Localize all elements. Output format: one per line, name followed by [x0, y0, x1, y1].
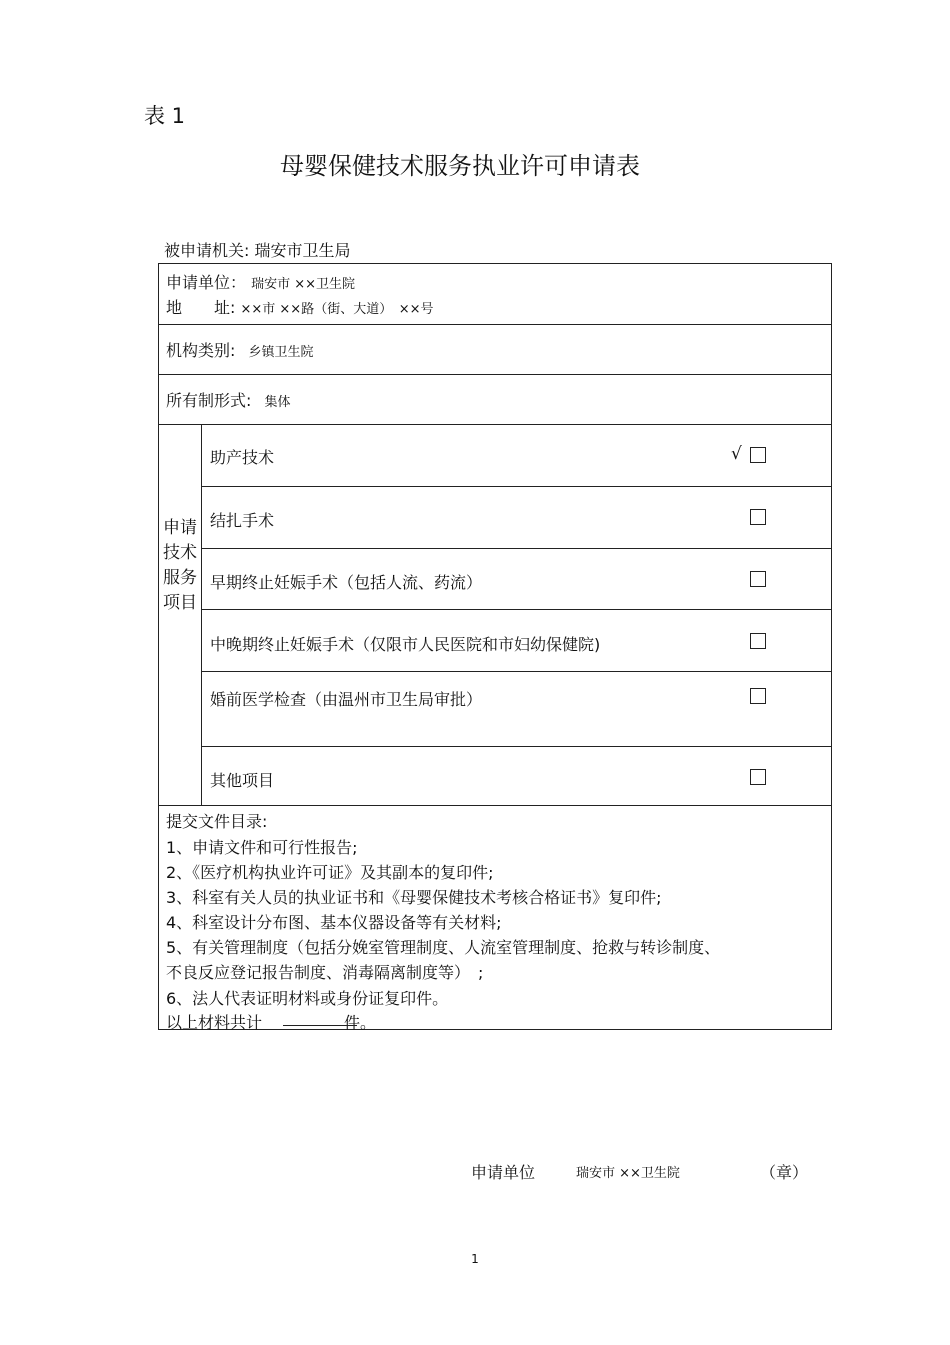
row-divider [158, 374, 832, 375]
ownership-value[interactable]: 集体 [264, 395, 291, 410]
table-number-label: 表 1 [144, 104, 186, 128]
service-item-label: 中晚期终止妊娠手术（仅限市人民医院和市妇幼保健院) [210, 635, 601, 654]
row-divider [201, 671, 832, 672]
document-item: 5、有关管理制度（包括分娩室管理制度、人流室管理制度、抢救与转诊制度、 [166, 938, 721, 957]
authority-label: 被申请机关: [164, 241, 250, 260]
row-divider [201, 609, 832, 610]
column-divider [201, 424, 202, 805]
applicant-unit-row [166, 270, 355, 293]
service-checkbox-ligation[interactable] [750, 509, 766, 525]
row-divider [201, 548, 832, 549]
applicant-unit-label: 申请单位： [166, 273, 247, 292]
applicant-unit-value[interactable]: 瑞安市 ××卫生院 [251, 277, 356, 292]
total-prefix: 以上材料共计 [166, 1013, 263, 1032]
service-checkbox-midwifery[interactable] [750, 447, 766, 463]
service-item-label: 婚前医学检查（由温州市卫生局审批） [210, 690, 483, 709]
check-mark: √ [731, 444, 742, 464]
row-divider [158, 324, 832, 325]
ownership-row [166, 388, 291, 411]
document-item: 2、《医疗机构执业许可证》及其副本的复印件; [166, 863, 494, 882]
service-checkbox-late-termination[interactable] [750, 633, 766, 649]
signature-value[interactable]: 瑞安市 ××卫生院 [576, 1166, 680, 1181]
document-item: 6、法人代表证明材料或身份证复印件。 [166, 989, 449, 1008]
service-checkbox-other[interactable] [750, 769, 766, 785]
services-section-label: 申请技术服务项目 [163, 518, 197, 613]
category-value[interactable]: 乡镇卫生院 [248, 345, 314, 360]
row-divider [201, 746, 832, 747]
service-item-label: 其他项目 [210, 771, 275, 790]
ownership-label: 所有制形式: [166, 391, 252, 410]
category-row [166, 338, 314, 361]
row-divider [158, 424, 832, 425]
authority-value: 瑞安市卫生局 [254, 241, 351, 260]
service-item-label: 结扎手术 [210, 511, 275, 530]
documents-heading: 提交文件目录: [166, 812, 268, 831]
total-suffix: 件。 [344, 1013, 377, 1032]
document-item: 4、科室设计分布图、基本仪器设备等有关材料; [166, 913, 502, 932]
total-count-underline [283, 1025, 357, 1026]
category-label: 机构类别: [166, 341, 236, 360]
row-divider [158, 805, 832, 806]
signature-label: 申请单位 [471, 1163, 536, 1182]
document-item: 不良反应登记报告制度、消毒隔离制度等） ; [166, 963, 484, 982]
service-item-label: 早期终止妊娠手术（包括人流、药流） [210, 573, 483, 592]
service-item-label: 助产技术 [210, 448, 275, 467]
service-checkbox-premarital-exam[interactable] [750, 688, 766, 704]
document-item: 3、科室有关人员的执业证书和《母婴保健技术考核合格证书》复印件; [166, 888, 662, 907]
address-row [166, 295, 434, 318]
documents-total-line [166, 1010, 376, 1033]
page-number: 1 [471, 1252, 479, 1266]
document-title: 母婴保健技术服务执业许可申请表 [280, 152, 640, 180]
service-checkbox-early-termination[interactable] [750, 571, 766, 587]
address-label: 地 址: [166, 298, 236, 317]
row-divider [201, 486, 832, 487]
seal-placeholder: （章） [760, 1163, 809, 1182]
authority-line [164, 238, 351, 261]
address-value[interactable]: ××市 ××路（街、大道） ××号 [240, 302, 434, 317]
document-item: 1、申请文件和可行性报告; [166, 838, 358, 857]
